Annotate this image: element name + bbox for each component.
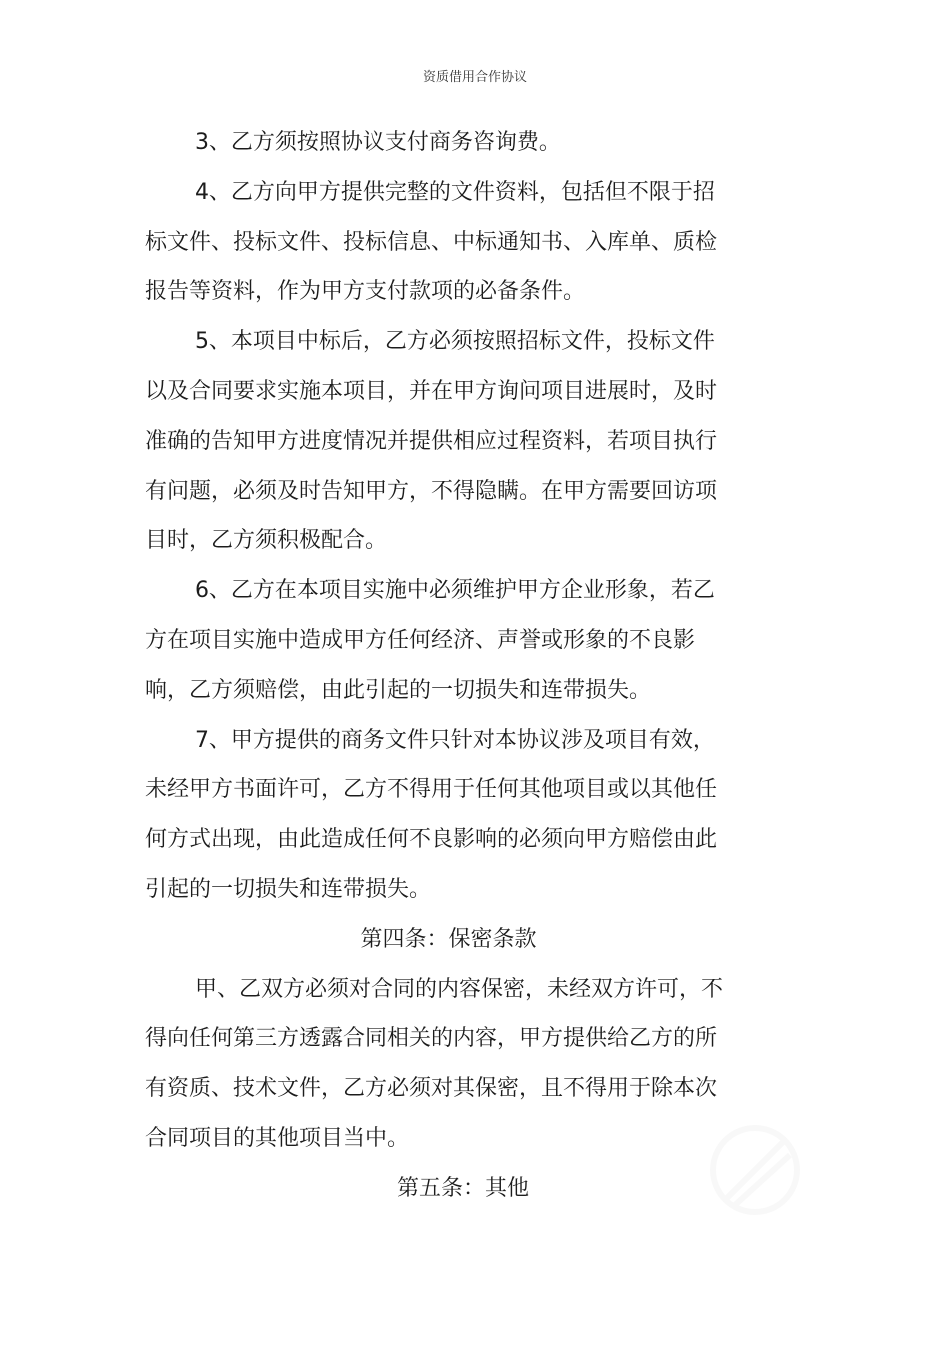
clause-5 (145, 317, 745, 566)
clause-5-line-1: 5、本项目中标后，乙方必须按照招标文件，投标文件 (194, 329, 715, 355)
section-5-heading: 第五条：其他 (396, 1175, 529, 1201)
section-4-line-2: 得向任何第三方透露合同相关的内容，甲方提供给乙方的所 (145, 1026, 718, 1052)
clause-6-line-1: 6、乙方在本项目实施中必须维护甲方企业形象，若乙 (194, 578, 715, 604)
clause-7-line-1: 7、甲方提供的商务文件只针对本协议涉及项目有效， (194, 727, 715, 753)
clause-5-line-2: 以及合同要求实施本项目，并在甲方询问项目进展时，及时 (145, 378, 718, 404)
section-4-heading: 第四条：保密条款 (360, 926, 537, 952)
clause-4-line-3: 报告等资料，作为甲方支付款项的必备条件。 (145, 279, 586, 305)
section-4-line-1: 甲、乙双方必须对合同的内容保密，未经双方许可，不 (194, 976, 723, 1002)
clause-6 (145, 566, 745, 715)
clause-7-line-2: 未经甲方书面许可，乙方不得用于任何其他项目或以其他任 (145, 777, 718, 803)
clause-5-line-4: 有问题，必须及时告知甲方，不得隐瞒。在甲方需要回访项 (145, 478, 718, 504)
clause-5-line-3: 准确的告知甲方进度情况并提供相应过程资料，若项目执行 (145, 428, 718, 454)
clause-5-line-5: 目时，乙方须积极配合。 (145, 528, 388, 554)
clause-7 (145, 716, 745, 915)
clause-3 (145, 118, 745, 168)
clause-4-line-1: 4、乙方向甲方提供完整的文件资料，包括但不限于招 (194, 179, 715, 205)
section-4-body (145, 965, 745, 1164)
faint-watermark-icon (700, 1110, 810, 1230)
clause-3-line-1: 3、乙方须按照协议支付商务咨询费。 (194, 130, 561, 155)
clause-7-line-3: 何方式出现，由此造成任何不良影响的必须向甲方赔偿由此 (145, 827, 718, 853)
section-4-line-3: 有资质、技术文件，乙方必须对其保密，且不得用于除本次 (145, 1076, 718, 1102)
document-body (145, 118, 745, 1214)
page-header-title: 资质借用合作协议 (422, 70, 527, 85)
clause-6-line-2: 方在项目实施中造成甲方任何经济、声誉或形象的不良影 (145, 627, 696, 653)
clause-4-line-2: 标文件、投标文件、投标信息、中标通知书、入库单、质检 (145, 229, 718, 255)
clause-6-line-3: 响，乙方须赔偿，由此引起的一切损失和连带损失。 (145, 677, 652, 703)
clause-7-line-4: 引起的一切损失和连带损失。 (145, 876, 432, 902)
clause-4 (145, 168, 745, 317)
section-4-line-4: 合同项目的其他项目当中。 (145, 1125, 410, 1151)
